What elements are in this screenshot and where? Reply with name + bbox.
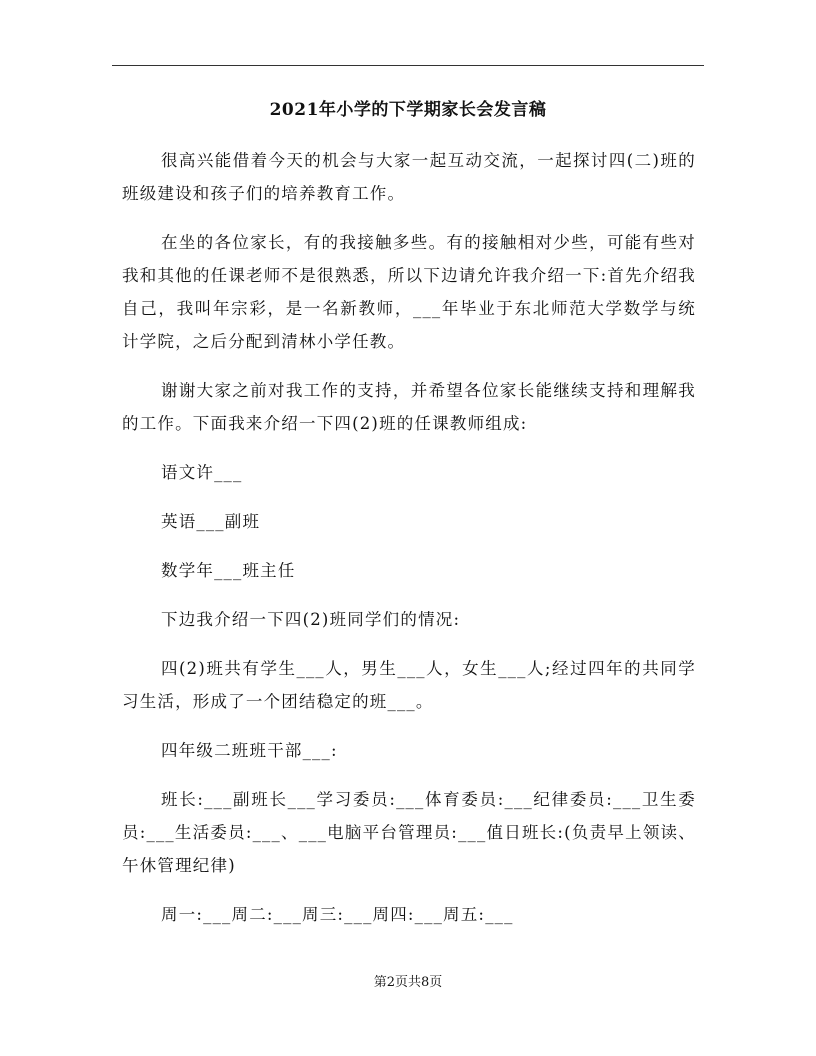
paragraph-chinese-teacher: 语文许___ [161,463,243,482]
paragraph-english-teacher: 英语___副班 [161,512,261,531]
paragraph-class-leaders-heading: 四年级二班班干部___: [161,741,338,760]
document-body [122,144,696,947]
paragraph-class-leaders: 班长:___副班长___学习委员:___体育委员:___纪律委员:___卫生委员:___生活委员:___、___电脑平台管理员:___值日班长:(负责早上领读、午休管理纪律) [122,790,696,875]
page-number: 第2页共8页 [373,975,443,990]
paragraph-teacher-intro: 谢谢大家之前对我工作的支持，并希望各位家长能继续支持和理解我的工作。下面我来介绍一下四(2)班的任课教师组成: [122,381,696,433]
document-title: 2021年小学的下学期家长会发言稿 [269,100,547,120]
paragraph-weekday-duty: 周一:___周二:___周三:___周四:___周五:___ [161,905,514,924]
paragraph-self-introduction: 在坐的各位家长，有的我接触多些。有的接触相对少些，可能有些对我和其他的任课老师不是很熟悉，所以下边请允许我介绍一下:首先介绍我自己，我叫年宗彩，是一名新教师，___年毕业于东北师范大学数学与统计学院，之后分配到清林小学任教。 [122,233,696,351]
header-rule [112,65,704,66]
paragraph-math-teacher: 数学年___班主任 [161,561,296,580]
paragraph-students-intro: 下边我介绍一下四(2)班同学们的情况: [161,610,461,629]
paragraph-intro: 很高兴能借着今天的机会与大家一起互动交流，一起探讨四(二)班的班级建设和孩子们的培养教育工作。 [122,151,696,203]
paragraph-student-count: 四(2)班共有学生___人，男生___人，女生___人;经过四年的共同学习生活，形成了一个团结稳定的班___。 [122,659,696,711]
